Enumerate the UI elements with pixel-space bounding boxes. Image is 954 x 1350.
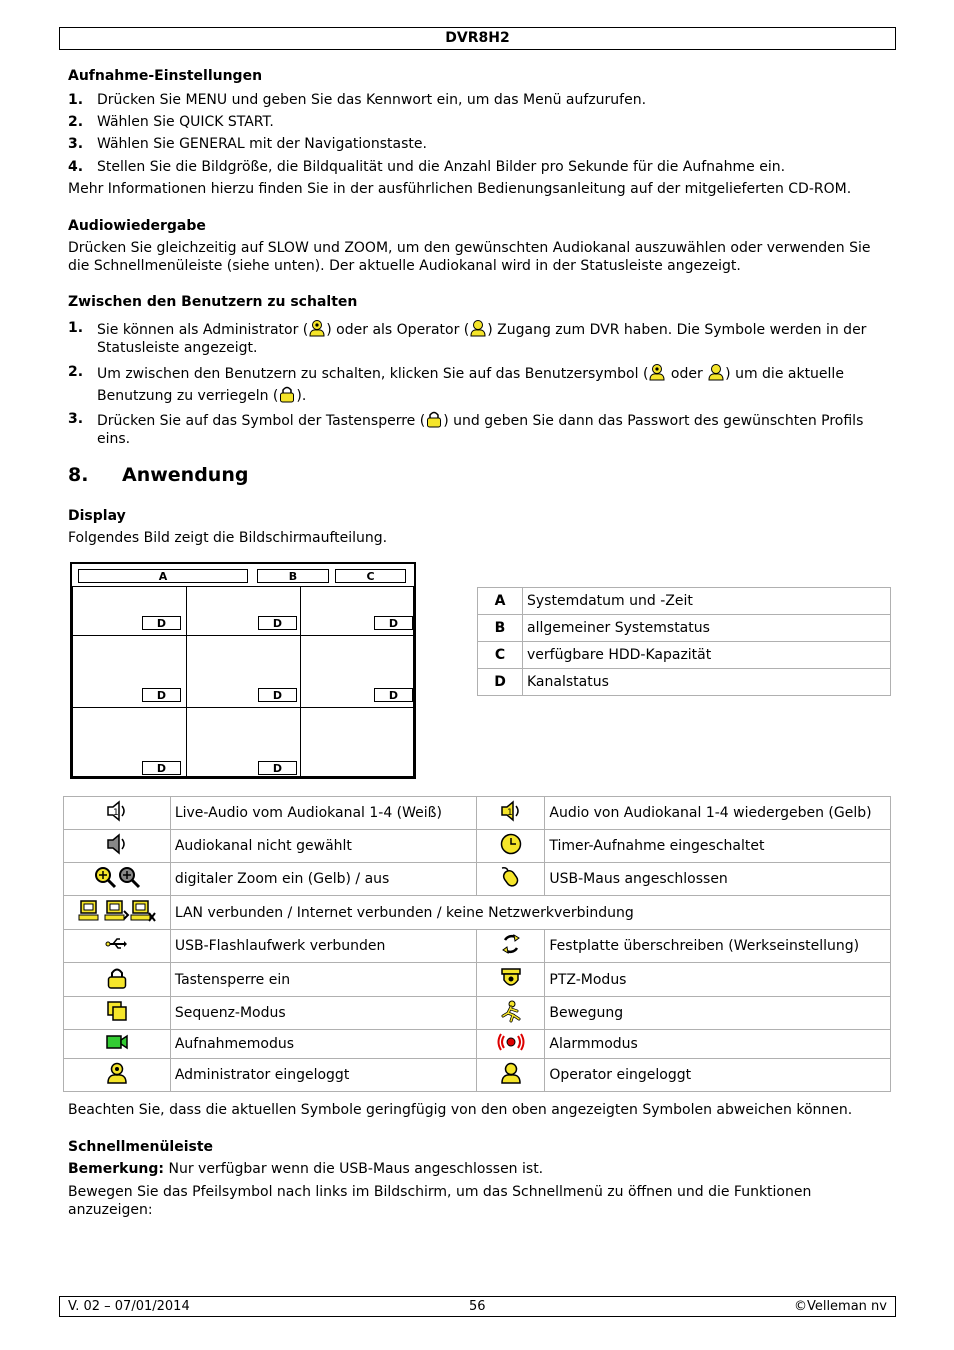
lan-connected-icon [78, 899, 104, 923]
timer-icon [499, 832, 523, 856]
audio-text: Drücken Sie gleichzeitig auf SLOW und ZOOM, um den gewünschten Audiokanal auszuwählen oder verwenden Sie die Schnellmenüleiste (siehe unten). Der aktuelle Audiokanal wird in der Statusleiste angezeigt. [68, 240, 871, 274]
lock-icon [278, 385, 296, 403]
motion-icon [499, 999, 523, 1023]
usb-mouse-icon [499, 865, 523, 889]
label-d: D [258, 761, 297, 775]
label-d: D [142, 761, 181, 775]
sequence-icon [105, 999, 129, 1023]
table-row: 1 Live-Audio vom Audiokanal 1-4 (Weiß) 1 Audio von Audiokanal 1-4 wiedergeben (Gelb) [64, 797, 891, 830]
screen-layout-diagram [70, 562, 416, 779]
svg-text:1: 1 [506, 808, 513, 818]
table-row: Audiokanal nicht gewählt Timer-Aufnahme eingeschaltet [64, 830, 891, 863]
admin-icon [648, 363, 666, 381]
table-row: B allgemeiner Systemstatus [478, 615, 891, 642]
zoom-on-icon [93, 865, 117, 889]
label-a: A [78, 569, 248, 583]
operator-icon [469, 319, 487, 337]
label-d: D [142, 688, 181, 702]
footer-version: V. 02 – 07/01/2014 [68, 1299, 190, 1314]
lock-icon [425, 410, 443, 428]
no-network-icon [130, 899, 156, 923]
heading-aufnahme: Aufnahme-Einstellungen [68, 68, 263, 84]
label-d: D [374, 688, 413, 702]
label-d: D [142, 616, 181, 630]
heading-audio: Audiowiedergabe [68, 218, 206, 234]
table-row: C verfügbare HDD-Kapazität [478, 642, 891, 669]
overwrite-icon [499, 932, 523, 956]
chapter-number: 8. [68, 464, 89, 486]
table-row: USB-Flashlaufwerk verbunden Festplatte überschreiben (Werkseinstellung) [64, 930, 891, 963]
internet-connected-icon [104, 899, 130, 923]
icons-table [63, 796, 891, 1092]
heading-display: Display [68, 508, 126, 524]
zoom-off-icon [117, 865, 141, 889]
heading-users: Zwischen den Benutzern zu schalten [68, 294, 358, 310]
display-intro: Folgendes Bild zeigt die Bildschirmaufteilung. [68, 530, 388, 546]
icons-note: Beachten Sie, dass die aktuellen Symbole geringfügig von den oben angezeigten Symbolen abweichen können. [68, 1102, 853, 1118]
label-b: B [257, 569, 329, 583]
page-footer [59, 1296, 896, 1317]
alarm-mode-icon [497, 1032, 525, 1052]
ptz-icon [499, 966, 523, 990]
page-number: 56 [469, 1299, 486, 1314]
record-mode-icon [105, 1031, 129, 1053]
label-c: C [335, 569, 406, 583]
label-d: D [374, 616, 413, 630]
audio-off-icon [105, 832, 129, 856]
footer-copyright: ©Velleman nv [793, 1299, 887, 1314]
table-row: Sequenz-Modus Bewegung [64, 997, 891, 1030]
admin-logged-icon [105, 1061, 129, 1085]
legend-table [477, 587, 891, 696]
table-row: A Systemdatum und -Zeit [478, 588, 891, 615]
label-d: D [258, 616, 297, 630]
heading-quickmenu: Schnellmenüleiste [68, 1139, 214, 1155]
page-header: DVR8H2 [59, 27, 896, 50]
admin-icon [308, 319, 326, 337]
label-d: D [258, 688, 297, 702]
key-lock-icon [105, 966, 129, 990]
usb-flash-icon [105, 932, 129, 956]
table-row: Administrator eingeloggt Operator eingeloggt [64, 1059, 891, 1092]
chapter-title: Anwendung [122, 464, 249, 486]
table-row: digitaler Zoom ein (Gelb) / aus USB-Maus angeschlossen [64, 863, 891, 896]
table-row: Tastensperre ein PTZ-Modus [64, 963, 891, 997]
quick-text: Bewegen Sie das Pfeilsymbol nach links im Bildschirm, um das Schnellmenü zu öffnen und die Funktionen anzuzeigen: [68, 1184, 812, 1218]
table-row: LAN verbunden / Internet verbunden / keine Netzwerkverbindung [64, 896, 891, 930]
audio-playback-icon [499, 799, 523, 823]
table-row: D Kanalstatus [478, 669, 891, 696]
quick-note: Bemerkung: Nur verfügbar wenn die USB-Maus angeschlossen ist. [68, 1161, 544, 1177]
operator-logged-icon [499, 1061, 523, 1085]
operator-icon [707, 363, 725, 381]
live-audio-icon [105, 799, 129, 823]
table-row: Aufnahmemodus Alarmmodus [64, 1030, 891, 1059]
channel-cell [300, 707, 414, 777]
note-text: Mehr Informationen hierzu finden Sie in der ausführlichen Bedienungsanleitung auf der mitgelieferten CD-ROM. [68, 181, 852, 197]
svg-text:1: 1 [112, 808, 119, 818]
